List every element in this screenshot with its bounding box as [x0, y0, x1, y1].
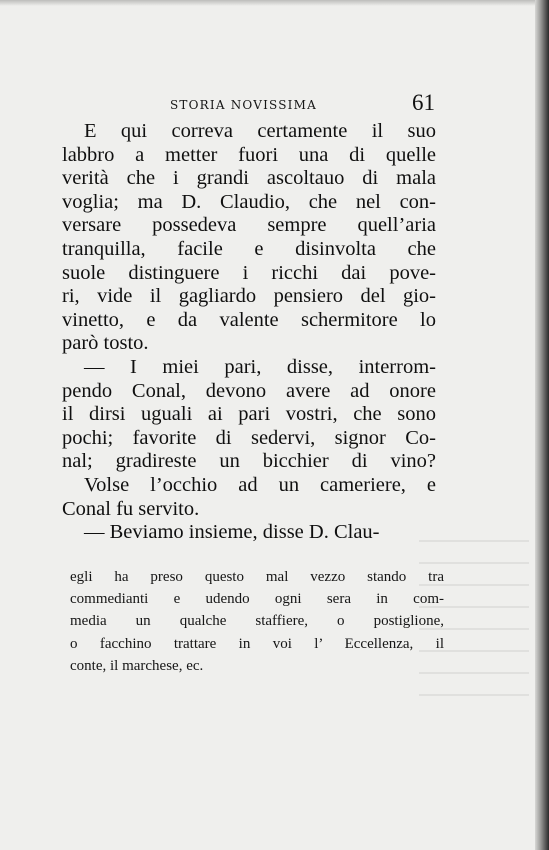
text-line: Conal fu servito. [62, 497, 200, 520]
text-line: nal; gradireste un bicchier di vino? [62, 450, 436, 473]
text-line: suole distinguere i ricchi dai pove- [62, 261, 436, 284]
main-text [62, 120, 436, 545]
text-line: — I miei pari, disse, interrom- [84, 355, 436, 378]
text-line: verità che i grandi ascoltauo di mala [62, 167, 436, 190]
footnote-line: media un qualche staffiere, o postiglione, [70, 613, 444, 630]
footnote-line: o facchino trattare in voi l’ Eccellenza, il [70, 635, 444, 652]
page-number: 61 [412, 90, 435, 115]
page-header [90, 90, 435, 118]
text-line: vinetto, e da valente schermitore lo [62, 308, 436, 331]
page-gutter-shadow [535, 0, 549, 850]
text-line: Volse l’occhio ad un cameriere, e [84, 473, 436, 496]
running-title: STORIA NOVISSIMA [170, 98, 317, 112]
text-line: E qui correva certamente il suo [84, 120, 436, 142]
text-line: voglia; ma D. Claudio, che nel con- [62, 190, 436, 213]
text-line: il dirsi uguali ai pari vostri, che sono [62, 403, 436, 426]
footnote-line: egli ha preso questo mal vezzo stando tra [70, 569, 444, 585]
text-line: — Beviamo insieme, disse D. Clau- [84, 521, 380, 544]
footnote-line: conte, il marchese, ec. [70, 657, 204, 674]
text-line: pochi; favorite di sedervi, signor Co- [62, 426, 436, 449]
text-line: parò tosto. [62, 332, 149, 355]
text-line: versare possedeva sempre quell’aria [62, 214, 436, 237]
page-top-edge [0, 0, 549, 6]
text-line: ri, vide il gagliardo pensiero del gio- [62, 285, 436, 308]
footnote-block [70, 566, 444, 677]
footnote-line: commedianti e udendo ogni sera in com- [70, 591, 444, 608]
text-line: tranquilla, facile e disinvolta che [62, 237, 436, 260]
text-line: pendo Conal, devono avere ad onore [62, 379, 436, 402]
text-line: labbro a metter fuori una di quelle [62, 143, 436, 166]
